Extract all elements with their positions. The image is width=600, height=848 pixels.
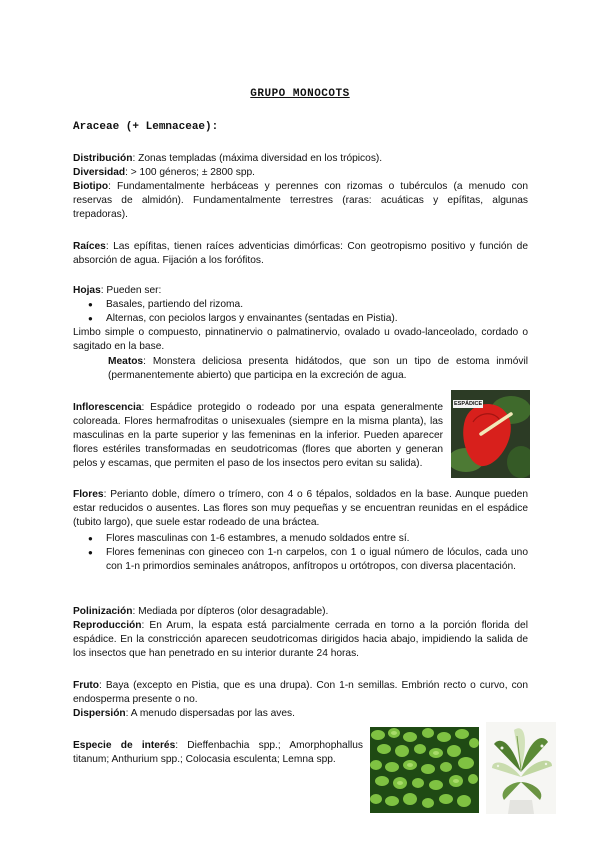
flores-text: : Perianto doble, dímero o trímero, con 4 o 6 tépalos, soldados en la base. Aunque pueden estar reducidos o ausentes. Las flores son muy pequeñas y se encuentran reunidas en el espádice (tubito largo), que suele estar rodeado de una bráctea. xyxy=(73,489,528,528)
hojas-text: : Pueden ser: xyxy=(100,285,162,296)
meatos-label: Meatos xyxy=(108,356,144,367)
raices-text: : Las epífitas, tienen raíces adventicias dimórficas: Con geotropismo positivo y función de absorción de agua. Fijación a los forófitos. xyxy=(73,241,528,266)
polinizacion-label: Polinización xyxy=(73,606,133,617)
inflorescencia-text: : Espádice protegido o rodeado por una espata generalmente coloreada. Flores hermafroditas o unisexuales (siempre en la misma planta), las masculinas en la parte superior y las femeninas en la inferior. Pueden aparecer flores estériles transformadas en seudotricomas (flores que aborten y generan pelos y escamas, que permiten el paso de los insectos pero evitan su salida). xyxy=(73,402,443,469)
raices-paragraph xyxy=(73,240,528,268)
diversidad-text: : > 100 géneros; ± 2800 spp. xyxy=(125,167,256,178)
list-item: ● Flores masculinas con 1-6 estambres, a menudo soldados entre sí. xyxy=(73,532,528,546)
flores-list xyxy=(73,532,528,574)
page-title: GRUPO MONOCOTS xyxy=(250,88,350,100)
biotipo-paragraph xyxy=(73,180,528,222)
reproduccion-label: Reproducción xyxy=(73,620,142,631)
family-heading: Araceae (+ Lemnaceae): xyxy=(73,121,219,133)
reproduccion-paragraph xyxy=(73,619,528,661)
biotipo-text: : Fundamentalmente herbáceas y perennes con rizomas o tubérculos (a menudo con reservas de almidón). Fundamentalmente terrestres (raras: acuáticas y epífitas, algunas trepadoras). xyxy=(73,181,528,220)
hojas-label: Hojas xyxy=(73,285,101,296)
reproduccion-text: : En Arum, la espata está parcialmente cerrada en torno a la porción florida del espádice. En la constricción aparecen seudotricomas dirigidos hacia abajo, impidiendo la salida de los insectos que han penetrado en su interior durante 24 horas. xyxy=(73,620,528,659)
anthurium-photo xyxy=(451,390,530,478)
list-item: ● Basales, partiendo del rizoma. xyxy=(73,298,528,312)
inflorescencia-label: Inflorescencia xyxy=(73,402,142,413)
fruto-text: : Baya (excepto en Pistia, que es una drupa). Con 1-n semillas. Embrión recto o curvo, con endosperma presente o no. xyxy=(73,680,528,705)
dispersion-text: : A menudo dispersadas por las aves. xyxy=(125,708,295,719)
espadice-label: ESPÁDICE xyxy=(454,401,483,407)
inflorescencia-paragraph xyxy=(73,401,443,471)
dispersion-paragraph xyxy=(73,707,528,721)
especie-text: : Dieffenbachia spp.; Amorphophallus titanum; Anthurium spp.; Colocasia esculenta; Lemna spp. xyxy=(73,740,363,765)
dispersion-label: Dispersión xyxy=(73,708,126,719)
raices-label: Raíces xyxy=(73,241,106,252)
flores-paragraph xyxy=(73,488,528,530)
distribucion-label: Distribución xyxy=(73,153,133,164)
polinizacion-text: : Mediada por dípteros (olor desagradable). xyxy=(132,606,329,617)
hojas-list xyxy=(73,298,528,326)
hojas-paragraph xyxy=(73,284,528,298)
distribucion-paragraph xyxy=(73,152,528,166)
polinizacion-paragraph xyxy=(73,605,528,619)
especie-paragraph xyxy=(73,739,363,767)
biotipo-label: Biotipo xyxy=(73,181,109,192)
limbo-paragraph: Limbo simple o compuesto, pinnatinervio o palmatinervio, ovalado u ovado-lanceolado, cordado o sagitado en la base. xyxy=(73,327,528,352)
lemna-illustration xyxy=(370,727,479,813)
meatos-text: : Monstera deliciosa presenta hidátodos, que son un tipo de estoma inmóvil (permanentemente abierto) que participa en la excreción de agua. xyxy=(108,356,528,381)
meatos-paragraph xyxy=(108,355,528,383)
diversidad-label: Diversidad xyxy=(73,167,126,178)
flores-label: Flores xyxy=(73,489,104,500)
distribucion-text: : Zonas templadas (máxima diversidad en los trópicos). xyxy=(132,153,383,164)
dieffenbachia-photo xyxy=(486,722,556,814)
fruto-label: Fruto xyxy=(73,680,100,691)
lemna-photo xyxy=(370,727,479,813)
fruto-paragraph xyxy=(73,679,528,707)
diversidad-paragraph xyxy=(73,166,528,180)
especie-label: Especie de interés xyxy=(73,740,176,751)
list-item: ● Flores femeninas con gineceo con 1-n carpelos, con 1 o igual número de lóculos, cada uno con 1-n primordios seminales anátropos, anfítropos u ortótropos, con diversa placentación. xyxy=(73,546,528,574)
dieffenbachia-illustration xyxy=(486,722,556,814)
list-item: ● Alternas, con peciolos largos y envainantes (sentadas en Pistia). xyxy=(73,312,528,326)
